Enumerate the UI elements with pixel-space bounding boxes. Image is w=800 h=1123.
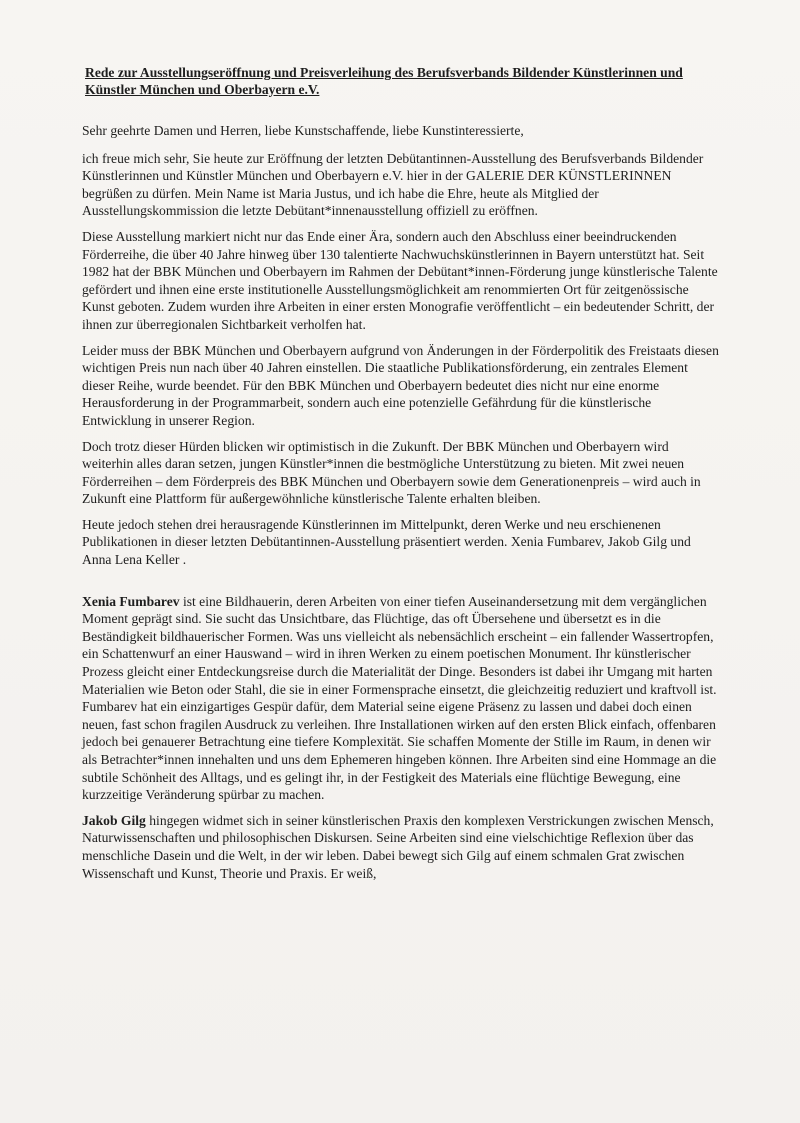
paragraph-welcome: ich freue mich sehr, Sie heute zur Eröffnung der letzten Debütantinnen-Ausstellung des Berufsverbands Bildender Künstlerinnen und Künstler München und Oberbayern e.V. hier in der GALERIE DER KÜNSTLERINNEN begrüßen zu dürfen. Mein Name ist Maria Justus, und ich habe die Ehre, heute als Mitglied der Ausstellungskommission die letzte Debütant*innenausstellung offiziell zu eröffnen. — [82, 150, 704, 219]
paragraph-artist-gilg — [82, 812, 722, 882]
paragraph-artists-intro: Heute jedoch stehen drei herausragende Künstlerinnen im Mittelpunkt, deren Werke und neu erschienenen Publikationen in dieser letzten Debütantinnen-Ausstellung präsentiert werden. Xenia Fumbarev, Jakob Gilg und Anna Lena Keller . — [82, 516, 691, 568]
artist-text-gilg: hingegen widmet sich in seiner künstlerischen Praxis den komplexen Verstrickungen zwischen Mensch, Naturwissenschaften und philosophischen Diskursen. Seine Arbeiten sind eine vielschichtige Reflexion über das menschliche Dasein und die Welt, in der wir leben. Dabei bewegt sich Gilg auf einem schmalen Grat zwischen Wissenschaft und Kunst, Theorie und Praxis. Er weiß, — [82, 812, 714, 881]
paragraph-exhibition: Diese Ausstellung markiert nicht nur das Ende einer Ära, sondern auch den Abschluss einer beeindruckenden Förderreihe, die über 40 Jahre hinweg über 130 talentierte Nachwuchskünstlerinnen in Bayern unterstützt hat. Seit 1982 hat der BBK München und Oberbayern im Rahmen der Debütant*innen-Förderung junge künstlerische Talente gefördert und ihnen eine erste institutionelle Ausstellungsmöglichkeit am renommierten Ort für zeitgenössische Kunst geboten. Zudem wurden ihre Arbeiten in einer ersten Monografie veröffentlicht – ein bedeutender Schritt, der ihnen zur überregionalen Sichtbarkeit verholfen hat. — [82, 228, 718, 332]
speech-title: Rede zur Ausstellungseröffnung und Preisverleihung des Berufsverbands Bildender Künstlerinnen und Künstler München und Oberbayern e.V. — [85, 65, 683, 97]
document-body — [82, 64, 722, 890]
paragraph-funding: Leider muss der BBK München und Oberbayern aufgrund von Änderungen in der Förderpolitik des Freistaats diesen wichtigen Preis nun nach über 40 Jahren einstellen. Die staatliche Publikationsförderung, ein zentrales Element dieser Reihe, wurde beendet. Für den BBK München und Oberbayern bedeutet dies nicht nur eine enorme Herausforderung in der Programmarbeit, sondern auch eine potenzielle Gefährdung für die künstlerische Entwicklung in unserer Region. — [82, 342, 719, 428]
artist-text-fumbarev: ist eine Bildhauerin, deren Arbeiten von einer tiefen Auseinandersetzung mit dem vergänglichen Moment geprägt sind. Sie sucht das Unsichtbare, das Flüchtige, das oft Übersehene und übersetzt es in die Beständigkeit bildhauerischer Formen. Was uns vielleicht als nebensächlich erscheint – ein fallender Wassertropfen, ein Schattenwurf an einer Hauswand – wird in ihren Werken zu einem poetischen Monument. Ihr künstlerischer Prozess gleicht einer Entdeckungsreise durch die Materialität der Dinge. Besonders ist dabei ihr Umgang mit harten Materialien wie Beton oder Stahl, die sie in einer Formensprache einsetzt, die gleichzeitig reduziert und kraftvoll ist. Fumbarev hat ein einzigartiges Gespür dafür, dem Material seine eigene Präsenz zu lassen und dabei doch einen neuen, fast schon fragilen Ausdruck zu verleihen. Ihre Installationen wirken auf den ersten Blick einfach, offenbaren jedoch bei genauerer Betrachtung eine tiefere Komplexität. Sie schaffen Momente der Stille im Raum, in denen wir als Betrachter*innen innehalten und uns dem Ephemeren hingeben können. Ihre Arbeiten sind eine Hommage an die subtile Schönheit des Alltags, und es gelingt ihr, in der Festigkeit des Materials eine flüchtige Bewegung, eine kurzzeitige Veränderung spürbar zu machen. — [82, 593, 717, 803]
paragraph-artist-fumbarev — [82, 593, 722, 804]
artist-name-fumbarev: Xenia Fumbarev — [82, 593, 180, 609]
artist-name-gilg: Jakob Gilg — [82, 812, 146, 828]
paragraph-future: Doch trotz dieser Hürden blicken wir optimistisch in die Zukunft. Der BBK München und Oberbayern wird weiterhin alles daran setzen, jungen Künstler*innen die bestmögliche Unterstützung zu bieten. Mit zwei neuen Förderreihen – dem Förderpreis des BBK München und Oberbayern sowie dem Generationenpreis – wird auch in Zukunft eine Plattform für außergewöhnliche künstlerische Talente erhalten bleiben. — [82, 438, 701, 507]
greeting: Sehr geehrte Damen und Herren, liebe Kunstschaffende, liebe Kunstinteressierte, — [82, 123, 524, 138]
